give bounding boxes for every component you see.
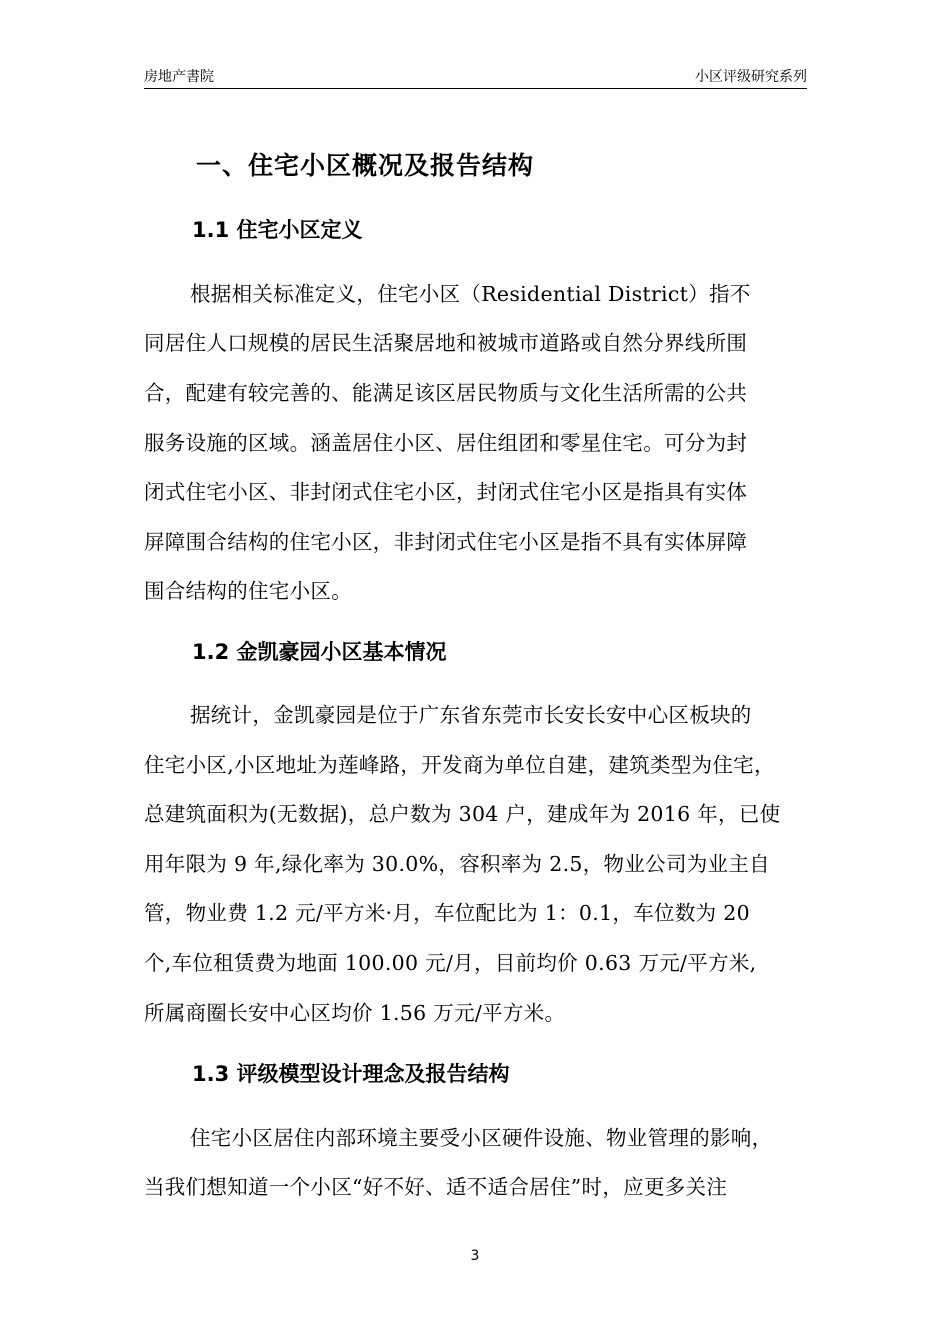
paragraph-line: 用年限为 9 年,绿化率为 30.0%，容积率为 2.5，物业公司为业主自	[144, 852, 770, 876]
chapter-title: 一、住宅小区概况及报告结构	[196, 151, 535, 180]
paragraph-line: 同居住人口规模的居民生活聚居地和被城市道路或自然分界线所围	[144, 331, 748, 355]
paragraph-line: 管，物业费 1.2 元/平方米·月，车位配比为 1：0.1，车位数为 20	[144, 901, 750, 925]
paragraph-line: 屏障围合结构的住宅小区，非封闭式住宅小区是指不具有实体屏障	[144, 530, 748, 554]
header-series-title: 小区评级研究系列	[695, 69, 807, 85]
paragraph-line: 总建筑面积为(无数据)，总户数为 304 户，建成年为 2016 年，已使	[144, 802, 781, 826]
page-number: 3	[470, 1248, 480, 1264]
page-header	[144, 66, 807, 89]
paragraph-line: 当我们想知道一个小区“好不好、适不适合居住”时，应更多关注	[144, 1175, 728, 1199]
header-publisher: 房地产書院	[144, 69, 214, 85]
paragraph-line: 住宅小区,小区地址为莲峰路，开发商为单位自建，建筑类型为住宅，	[144, 753, 775, 777]
paragraph-line: 所属商圈长安中心区均价 1.56 万元/平方米。	[144, 1001, 566, 1025]
section-heading-1-3: 1.3 评级模型设计理念及报告结构	[192, 1062, 510, 1086]
paragraph-line: 住宅小区居住内部环境主要受小区硬件设施、物业管理的影响，	[190, 1126, 773, 1150]
section-heading-1-1: 1.1 住宅小区定义	[192, 218, 363, 242]
paragraph-line: 闭式住宅小区、非封闭式住宅小区，封闭式住宅小区是指具有实体	[144, 480, 748, 504]
paragraph-line: 据统计，金凯豪园是位于广东省东莞市长安长安中心区板块的	[190, 703, 752, 727]
paragraph-line: 围合结构的住宅小区。	[144, 579, 352, 603]
section-heading-1-2: 1.2 金凯豪园小区基本情况	[192, 640, 447, 664]
paragraph-line: 合，配建有较完善的、能满足该区居民物质与文化生活所需的公共	[144, 381, 748, 405]
paragraph-line: 根据相关标准定义，住宅小区（Residential District）指不	[190, 282, 751, 306]
paragraph-line: 服务设施的区域。涵盖居住小区、居住组团和零星住宅。可分为封	[144, 431, 748, 455]
paragraph-line: 个,车位租赁费为地面 100.00 元/月，目前均价 0.63 万元/平方米,	[144, 951, 757, 975]
